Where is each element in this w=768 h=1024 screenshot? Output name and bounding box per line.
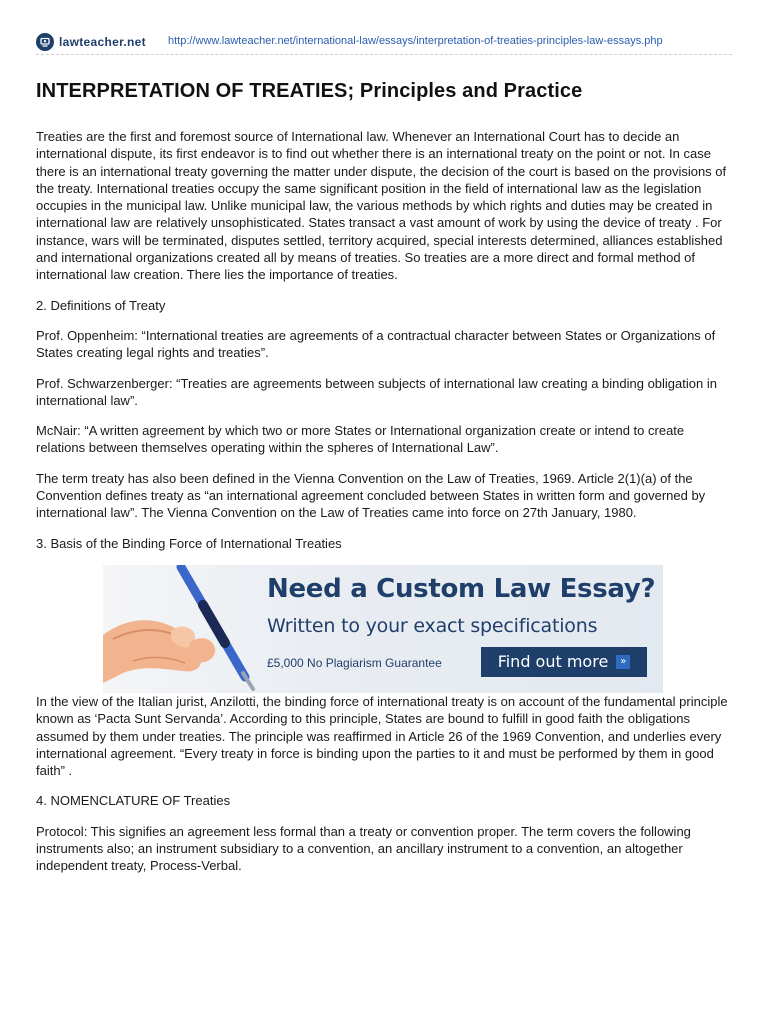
page-header — [36, 30, 732, 54]
header-divider — [36, 54, 732, 55]
vienna-convention-paragraph: The term treaty has also been defined in the Vienna Convention on the Law of Treaties, 1969. Article 2(1)(a) of the Convention defines treaty as “an international agreement concluded between States in written form and governed by international law”. The Vienna Convention on the Law of Treaties came into force on 27th January, 1980. — [36, 470, 706, 521]
page-title: INTERPRETATION OF TREATIES; Principles and Practice — [36, 80, 583, 102]
find-out-more-label: Find out more — [497, 652, 609, 672]
intro-paragraph: Treaties are the first and foremost source of International law. Whenever an International Court has to decide an international dispute, its first endeavor is to find out whether there is an international treaty on the point or not. In case there is an international treaty governing the matter under dispute, the decision of the court is based on the provisions of the treaty. International treaties occupy the same significant position in the field of international law as the legislation occupies in the municipal law. Unlike municipal law, the various methods by which rights and duties may be created in international law are relatively unsophisticated. States transact a vast amount of work by using the device of treaty . For instance, wars will be terminated, disputes settled, territory acquired, special interests determined, alliances established and international organizations created all by means of treaties. So treaties are a more direct and formal method of international law creation. There lies the importance of treaties. — [36, 129, 727, 283]
article-body — [36, 128, 732, 888]
mcnair-definition: McNair: “A written agreement by which two or more States or International organization create or intend to create relations between themselves operating within the spheres of International Law”. — [36, 423, 685, 456]
source-url-link[interactable]: http://www.lawteacher.net/international-law/essays/interpretation-of-treaties-principles-law-essays.php — [168, 35, 663, 47]
section-heading-nomenclature: 4. NOMENCLATURE OF Treaties — [36, 793, 231, 809]
anzilotti-paragraph: In the view of the Italian jurist, Anzilotti, the binding force of international treaty is on account of the fundamental principle known as ‘Pacta Sunt Servanda’. According to this principle, States are bound to fulfill in good faith the obligations assumed by them under treaties. The principle was reaffirmed in Article 26 of the 1969 Convention, and underlies every international agreement. “Every treaty in force is binding upon the parties to it and must be performed by them in good faith” . — [36, 693, 728, 779]
banner-title: Need a Custom Law Essay? — [267, 573, 656, 604]
pen-in-hand-image — [103, 565, 263, 693]
section-heading-definitions: 2. Definitions of Treaty — [36, 297, 166, 313]
custom-essay-ad-banner[interactable] — [103, 565, 663, 693]
double-chevron-right-icon: » — [616, 655, 630, 669]
banner-guarantee: £5,000 No Plagiarism Guarantee — [267, 655, 442, 670]
banner-subtitle: Written to your exact specifications — [267, 614, 598, 637]
find-out-more-button[interactable] — [481, 647, 647, 677]
schwarzenberger-definition: Prof. Schwarzenberger: “Treaties are agreements between subjects of international law creating a binding obligation in international law”. — [36, 375, 717, 408]
lawteacher-logo-icon — [36, 33, 54, 51]
oppenheim-definition: Prof. Oppenheim: “International treaties are agreements of a contractual character between States or Organizations of States creating legal rights and treaties”. — [36, 327, 716, 361]
site-name: lawteacher.net — [59, 35, 146, 49]
protocol-paragraph: Protocol: This signifies an agreement less formal than a treaty or convention proper. The term covers the following instruments also; an instrument subsidiary to a convention, an ancillary instrument to a convention, an altogether independent treaty, Process-Verbal. — [36, 823, 691, 874]
site-logo[interactable] — [36, 33, 146, 51]
section-heading-basis: 3. Basis of the Binding Force of International Treaties — [36, 535, 342, 551]
